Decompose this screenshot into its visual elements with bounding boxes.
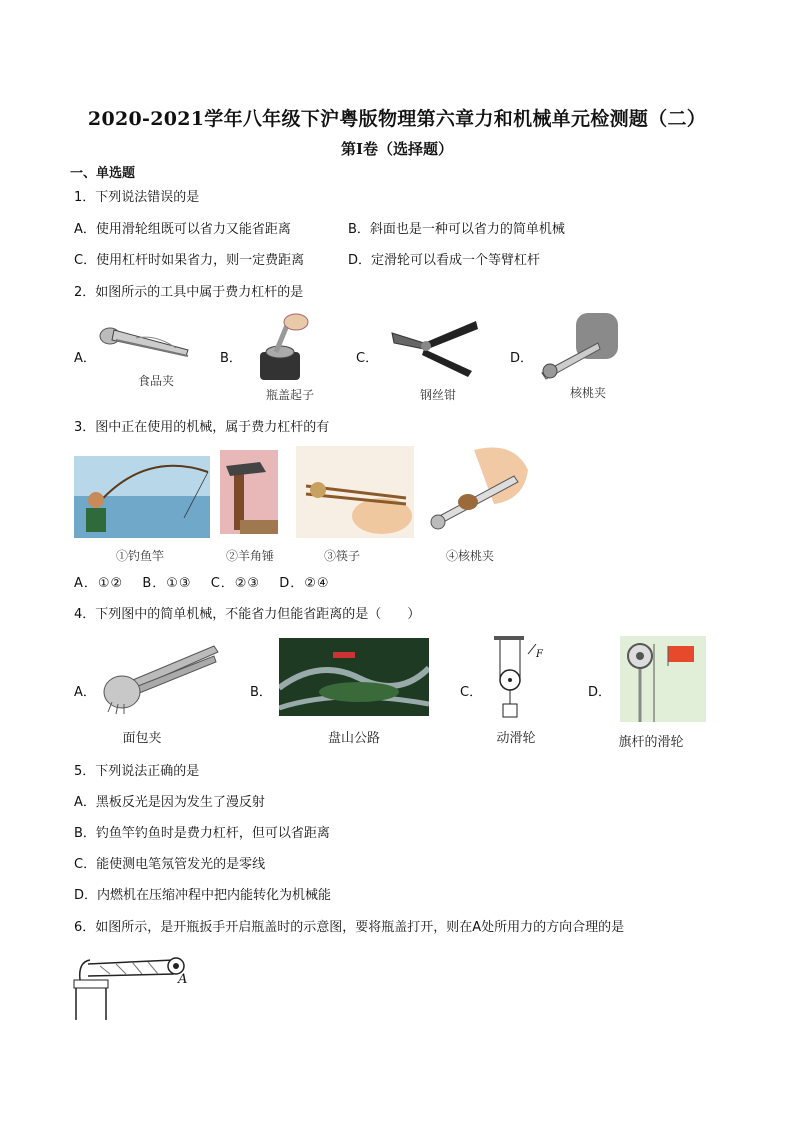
q4-caption-a: 面包夹 (122, 731, 162, 746)
page-title: 2020-2021学年八年级下沪粤版物理第六章力和机械单元检测题（二） (87, 108, 707, 130)
food-tongs-image (96, 316, 192, 366)
q3-stem: 3．图中正在使用的机械，属于费力杠杆的有 (74, 420, 330, 435)
q4-label-d: D． (588, 685, 612, 700)
nutcracker-use-image (424, 440, 534, 540)
bottle-opener-image (240, 312, 320, 382)
pliers-image (388, 315, 480, 377)
q5-option-d: D．内燃机在压缩冲程中把内能转化为机械能 (74, 888, 332, 903)
bottle-opener-diagram (70, 950, 190, 1022)
q5-option-b: B．钓鱼竿钓鱼时是费力杠杆，但可以省距离 (74, 826, 330, 841)
section-heading: 一、单选题 (70, 166, 136, 181)
q6-stem: 6．如图所示，是开瓶扳手开启瓶盖时的示意图，要将瓶盖打开，则在A处所用力的方向合理的是 (74, 920, 625, 935)
q1-option-d: D．定滑轮可以看成一个等臂杠杆 (348, 253, 541, 268)
mountain-road-image (279, 638, 429, 716)
point-a-label: A (178, 972, 188, 987)
q3-caption-4: ④核桃夹 (445, 549, 494, 563)
fishing-rod-image (74, 456, 210, 538)
q2-stem: 2．如图所示的工具中属于费力杠杆的是 (74, 285, 304, 300)
q2-label-a: A． (74, 351, 96, 366)
chopsticks-image (296, 446, 414, 538)
q2-caption-c: 钢丝钳 (419, 388, 456, 402)
q5-option-c: C．能使测电笔氖管发光的是零线 (74, 857, 266, 872)
q2-label-d: D． (510, 351, 534, 366)
force-label-f: F (536, 649, 543, 660)
q2-label-b: B． (220, 351, 242, 366)
q4-caption-b: 盘山公路 (327, 731, 380, 746)
q1-option-b: B．斜面也是一种可以省力的简单机械 (348, 222, 565, 237)
bread-tongs-image (98, 642, 220, 716)
claw-hammer-image (220, 450, 278, 534)
q3-caption-3: ③筷子 (323, 549, 360, 563)
q2-caption-d: 核桃夹 (569, 386, 606, 400)
q5-stem: 5．下列说法正确的是 (74, 764, 200, 779)
nutcracker-hand-image (538, 313, 622, 381)
flagpole-pulley-image (620, 636, 706, 722)
q4-caption-c: 动滑轮 (496, 731, 536, 746)
q1-stem: 1．下列说法错误的是 (74, 190, 200, 205)
q2-label-c: C． (356, 351, 379, 366)
page-subtitle: 第I卷（选择题） (340, 140, 454, 158)
q4-stem: 4．下列图中的简单机械，不能省力但能省距离的是（ ） (74, 607, 421, 622)
q3-caption-2: ②羊角锤 (225, 549, 274, 563)
q2-caption-a: 食品夹 (137, 374, 174, 388)
q3-options: A．①② B．①③ C．②③ D．②④ (74, 576, 330, 591)
q1-option-a: A．使用滑轮组既可以省力又能省距离 (74, 222, 291, 237)
q4-label-a: A． (74, 685, 96, 700)
q1-option-c: C．使用杠杆时如果省力，则一定费距离 (74, 253, 305, 268)
movable-pulley-diagram (490, 634, 542, 720)
q4-label-b: B． (250, 685, 272, 700)
q2-caption-b: 瓶盖起子 (265, 388, 314, 402)
q4-label-c: C． (460, 685, 483, 700)
q3-caption-1: ①钓鱼竿 (115, 549, 164, 563)
q5-option-a: A．黑板反光是因为发生了漫反射 (74, 795, 265, 810)
q4-caption-d: 旗杆的滑轮 (618, 735, 684, 750)
